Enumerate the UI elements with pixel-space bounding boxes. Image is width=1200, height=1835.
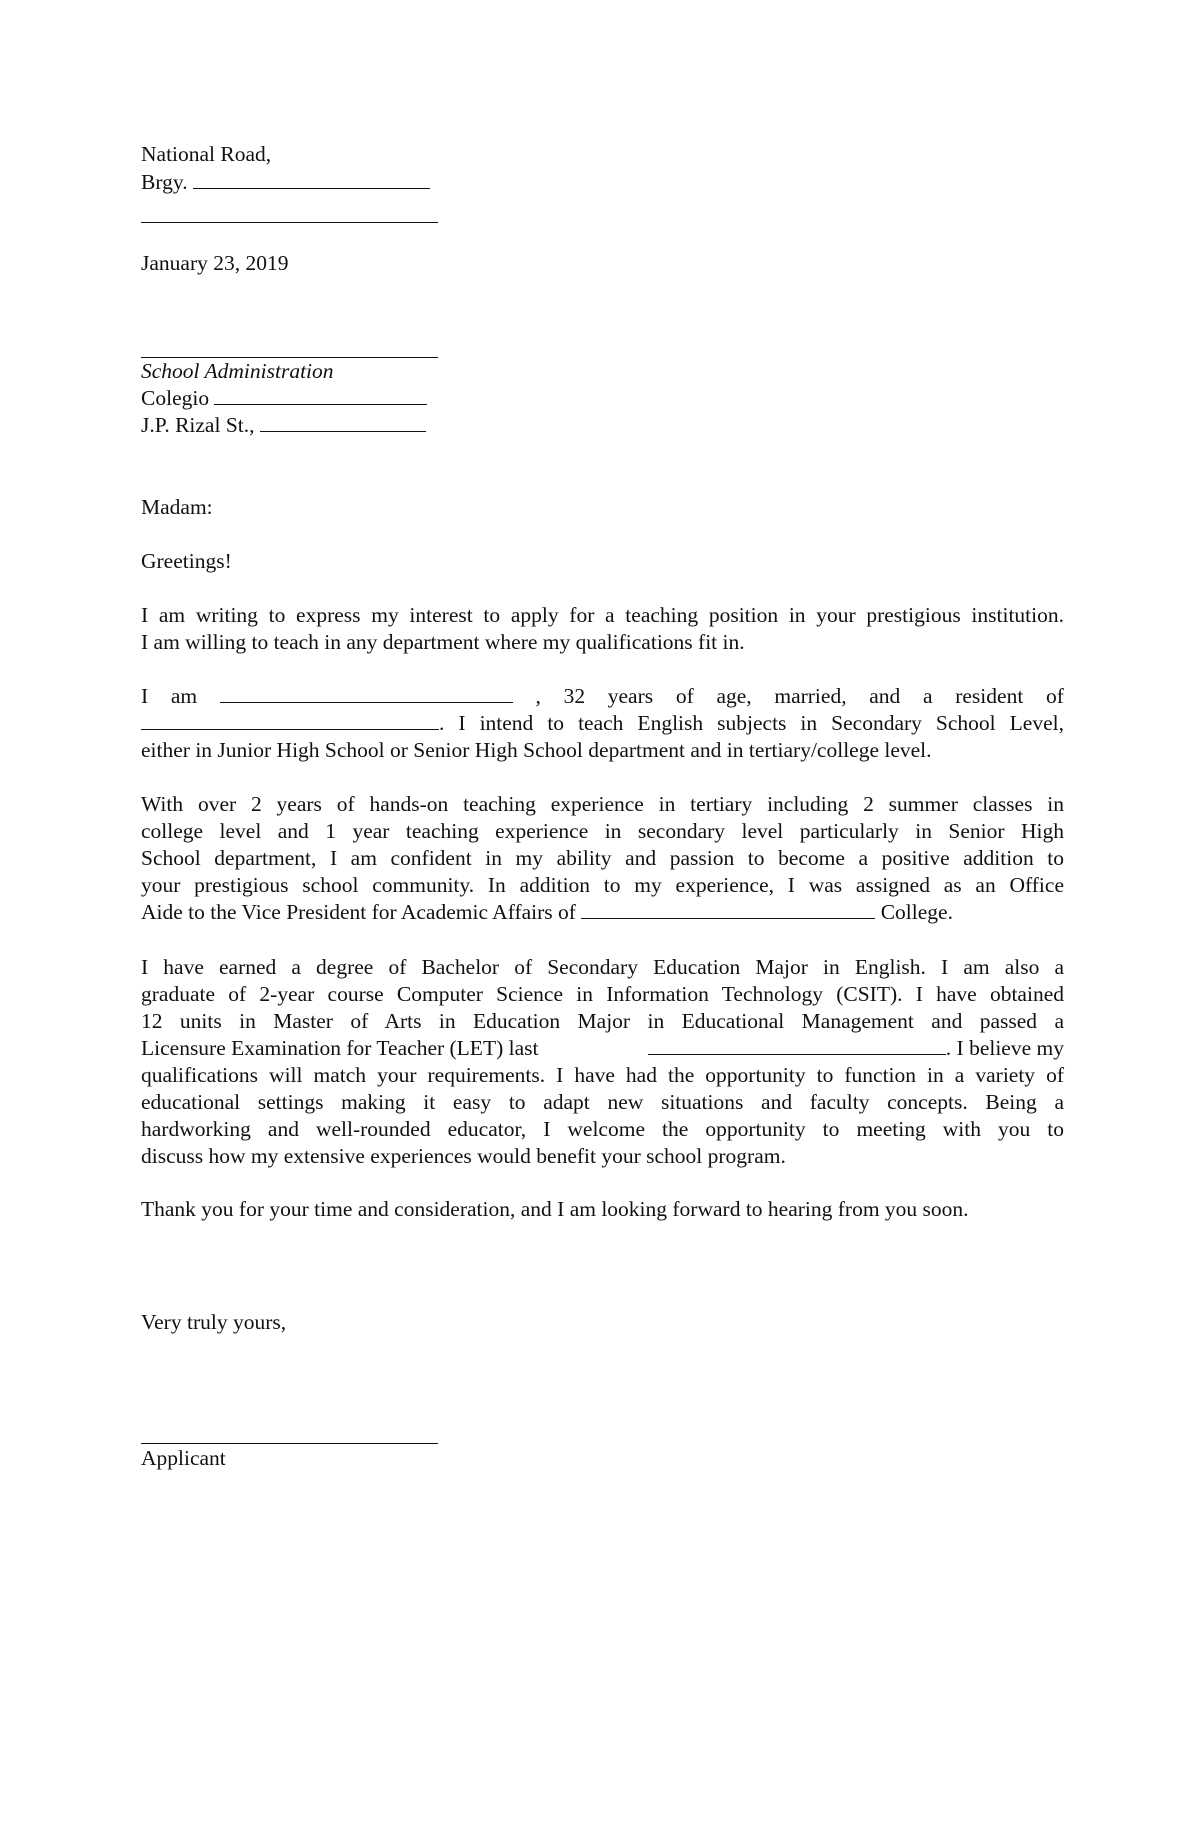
residence-blank	[141, 711, 439, 730]
letter-date-text: January 23, 2019	[141, 251, 289, 275]
recipient-title	[141, 358, 334, 385]
sender-brgy-line	[141, 169, 430, 196]
let-date-blank	[648, 1036, 946, 1055]
paragraph-4-line: graduate of 2-year course Computer Science in Information Technology (CSIT). I have obtained	[141, 982, 1064, 1006]
paragraph-4-line: discuss how my extensive experiences would benefit your school program.	[141, 1144, 786, 1168]
closing-paragraph-text: Thank you for your time and consideration, and I am looking forward to hearing from you soon.	[141, 1197, 969, 1221]
sender-address-blank-line	[141, 222, 438, 223]
word: 32	[563, 684, 586, 708]
paragraph-3-line: college level and 1 year teaching experience in secondary level particularly in Senior High	[141, 819, 1064, 843]
word: resident	[955, 684, 1024, 708]
word: of	[1045, 684, 1064, 708]
greeting	[141, 548, 232, 575]
word: a	[923, 684, 933, 708]
paragraph-4-line: educational settings making it easy to adapt new situations and faculty concepts. Being a	[141, 1090, 1064, 1114]
college-name-blank	[581, 900, 875, 919]
applicant-name-blank	[220, 684, 513, 703]
signature-label	[141, 1445, 226, 1472]
greeting-text: Greetings!	[141, 549, 232, 573]
signature-line	[141, 1443, 438, 1444]
letter-date	[141, 250, 289, 277]
word: I	[141, 684, 149, 708]
sender-brgy-label: Brgy.	[141, 170, 188, 194]
salutation-text: Madam:	[141, 495, 213, 519]
paragraph-2-line: either in Junior High School or Senior High School department and in tertiary/college level.	[141, 738, 932, 762]
paragraph-2-line-2-text: . I intend to teach English subjects in Secondary School Level,	[439, 711, 1064, 735]
recipient-school-label: Colegio	[141, 386, 210, 410]
word: am	[170, 684, 198, 708]
word: married,	[774, 684, 847, 708]
paragraph-4-line: qualifications will match your requirements. I have had the opportunity to function in a variety of	[141, 1063, 1064, 1087]
recipient-street-label: J.P. Rizal St.,	[141, 413, 255, 437]
paragraph-4-line: 12 units in Master of Arts in Education Major in Educational Management and passed a	[141, 1009, 1064, 1033]
paragraph-1-line: I am willing to teach in any department where my qualifications fit in.	[141, 630, 745, 654]
salutation	[141, 494, 213, 521]
paragraph-2	[141, 683, 1064, 764]
paragraph-4-line-4-end: . I believe my	[945, 1036, 1064, 1060]
word: of	[675, 684, 694, 708]
paragraph-3	[141, 791, 1064, 926]
word: and	[869, 684, 901, 708]
sender-street	[141, 141, 271, 168]
paragraph-3-line-5-start: Aide to the Vice President for Academic Affairs of	[141, 900, 576, 924]
paragraph-4-line: I have earned a degree of Bachelor of Secondary Education Major in English. I am also a	[141, 955, 1064, 979]
recipient-street-line	[141, 412, 426, 439]
paragraph-4-line-4-start: Licensure Examination for Teacher (LET) last	[141, 1036, 539, 1060]
paragraph-3-line-5-end: College.	[880, 900, 953, 924]
closing-paragraph	[141, 1196, 969, 1223]
word: ,	[535, 684, 541, 708]
recipient-title-text: School Administration	[141, 359, 334, 383]
paragraph-3-line: your prestigious school community. In addition to my experience, I was assigned as an Office	[141, 873, 1064, 897]
recipient-street-blank	[260, 413, 426, 432]
recipient-school-blank	[214, 386, 427, 405]
paragraph-3-line-5	[141, 899, 1064, 926]
paragraph-2-line-1	[141, 683, 1064, 710]
signature-label-text: Applicant	[141, 1446, 226, 1470]
paragraph-1-line: I am writing to express my interest to apply for a teaching position in your prestigious institution.	[141, 603, 1064, 627]
paragraph-4-line: hardworking and well-rounded educator, I welcome the opportunity to meeting with you to	[141, 1117, 1064, 1141]
word: age,	[716, 684, 752, 708]
sender-brgy-blank	[193, 170, 430, 189]
word: years	[607, 684, 654, 708]
paragraph-4-line-4	[141, 1035, 1064, 1062]
paragraph-3-line: With over 2 years of hands-on teaching experience in tertiary including 2 summer classes in	[141, 792, 1064, 816]
recipient-school-line	[141, 385, 427, 412]
complimentary-close	[141, 1309, 286, 1336]
paragraph-4	[141, 954, 1064, 1170]
paragraph-2-line-2	[141, 710, 1064, 737]
paragraph-4-line-4-end-group	[648, 1035, 1064, 1062]
paragraph-1	[141, 602, 1064, 656]
paragraph-3-line: School department, I am confident in my ability and passion to become a positive addition to	[141, 846, 1064, 870]
sender-street-text: National Road,	[141, 142, 272, 166]
complimentary-close-text: Very truly yours,	[141, 1310, 287, 1334]
